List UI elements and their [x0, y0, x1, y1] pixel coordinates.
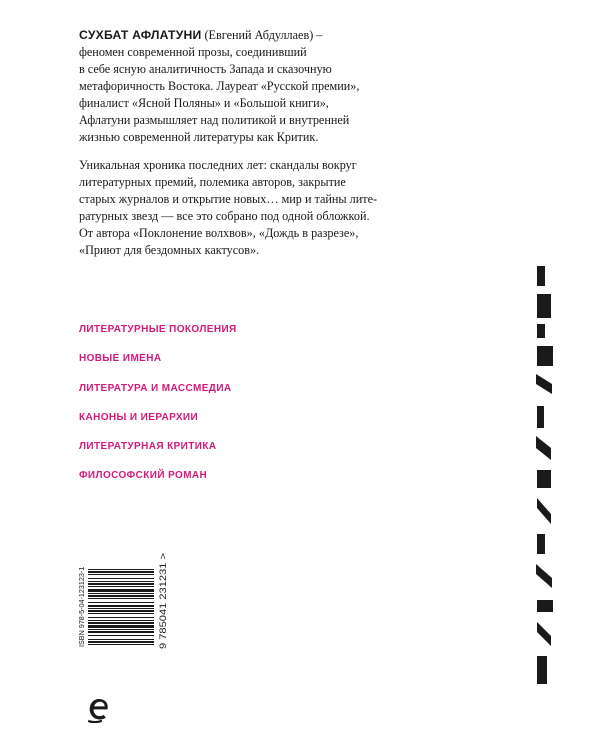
barcode-bar — [88, 593, 154, 594]
topic-item: ЛИТЕРАТУРНЫЕ ПОКОЛЕНИЯ — [79, 324, 237, 335]
topic-item: ЛИТЕРАТУРНАЯ КРИТИКА — [79, 441, 217, 453]
barcode-bar — [88, 586, 154, 587]
barcode-digits: 9 785041 231231 > — [158, 571, 168, 649]
book-line: От автора «Поклонение волхвов», «Дождь в разрезе», — [79, 226, 359, 240]
barcode-bar — [88, 595, 154, 597]
barcode-bar — [88, 631, 154, 633]
barcode-bar — [88, 629, 154, 630]
author-name: СУХБАТ АФЛАТУНИ — [79, 28, 202, 42]
barcode-bar — [88, 622, 154, 624]
barcode-bar — [88, 617, 154, 618]
barcode-bar — [88, 574, 154, 575]
barcode-bar — [88, 610, 154, 612]
topic-item: ФИЛОСОФСКИЙ РОМАН — [79, 470, 208, 482]
book-line: Уникальная хроника последних лет: скандалы вокруг — [79, 158, 357, 172]
publisher-logo-icon — [86, 695, 112, 723]
barcode-bar — [88, 581, 154, 582]
isbn-label: ISBN 978-5-04-123123-1 — [77, 566, 86, 647]
author-line: финалист «Ясной Поляны» и «Большой книги», — [79, 96, 329, 110]
topic-item: НОВЫЕ ИМЕНА — [79, 353, 162, 365]
barcode-bar — [88, 598, 154, 599]
barcode-bar — [88, 625, 154, 628]
book-description — [79, 157, 419, 259]
topic-item: КАНОНЫ И ИЕРАРХИИ — [79, 411, 199, 423]
author-line: (Евгений Абдуллаев) – — [201, 28, 323, 42]
barcode-bar — [88, 602, 154, 603]
isbn-barcode — [76, 553, 168, 649]
author-line: Афлатуни размышляет над политикой и внутренней — [79, 113, 350, 127]
barcode-bar — [88, 620, 154, 621]
topic-item: ЛИТЕРАТУРА И МАССМЕДИА — [79, 382, 232, 394]
author-line: в себе ясную аналитичность Запада и сказочную — [79, 62, 332, 76]
barcode-bar — [88, 605, 154, 607]
spine-title-graphic — [533, 266, 555, 686]
barcode-bar — [88, 571, 154, 573]
book-line: старых журналов и открытие новых… мир и тайны лите- — [79, 192, 378, 206]
barcode-bar — [88, 569, 154, 570]
barcode-bar — [88, 589, 154, 592]
author-description — [79, 27, 409, 146]
barcode-bar — [88, 583, 154, 585]
book-line: ратурных звезд — все это собрано под одной обложкой. — [79, 209, 370, 223]
book-line: литературных премий, полемика авторов, закрытие — [79, 175, 346, 189]
barcode-graphic — [76, 553, 168, 649]
barcode-bar — [88, 639, 154, 640]
topics-list — [79, 323, 237, 499]
author-line: метафоричность Востока. Лауреат «Русской премии», — [79, 79, 360, 93]
book-line: «Приют для бездомных кактусов». — [79, 243, 260, 257]
barcode-bar — [88, 608, 154, 609]
barcode-bar — [88, 635, 154, 636]
barcode-bar — [88, 644, 154, 645]
author-line: феномен современной прозы, соединивший — [79, 45, 307, 59]
author-line: жизнью современной литературы как Критик. — [79, 130, 319, 144]
barcode-bar — [88, 613, 154, 614]
barcode-bars — [88, 569, 154, 645]
barcode-bar — [88, 641, 154, 643]
barcode-bar — [88, 578, 154, 579]
barcode-rotated — [76, 553, 168, 649]
